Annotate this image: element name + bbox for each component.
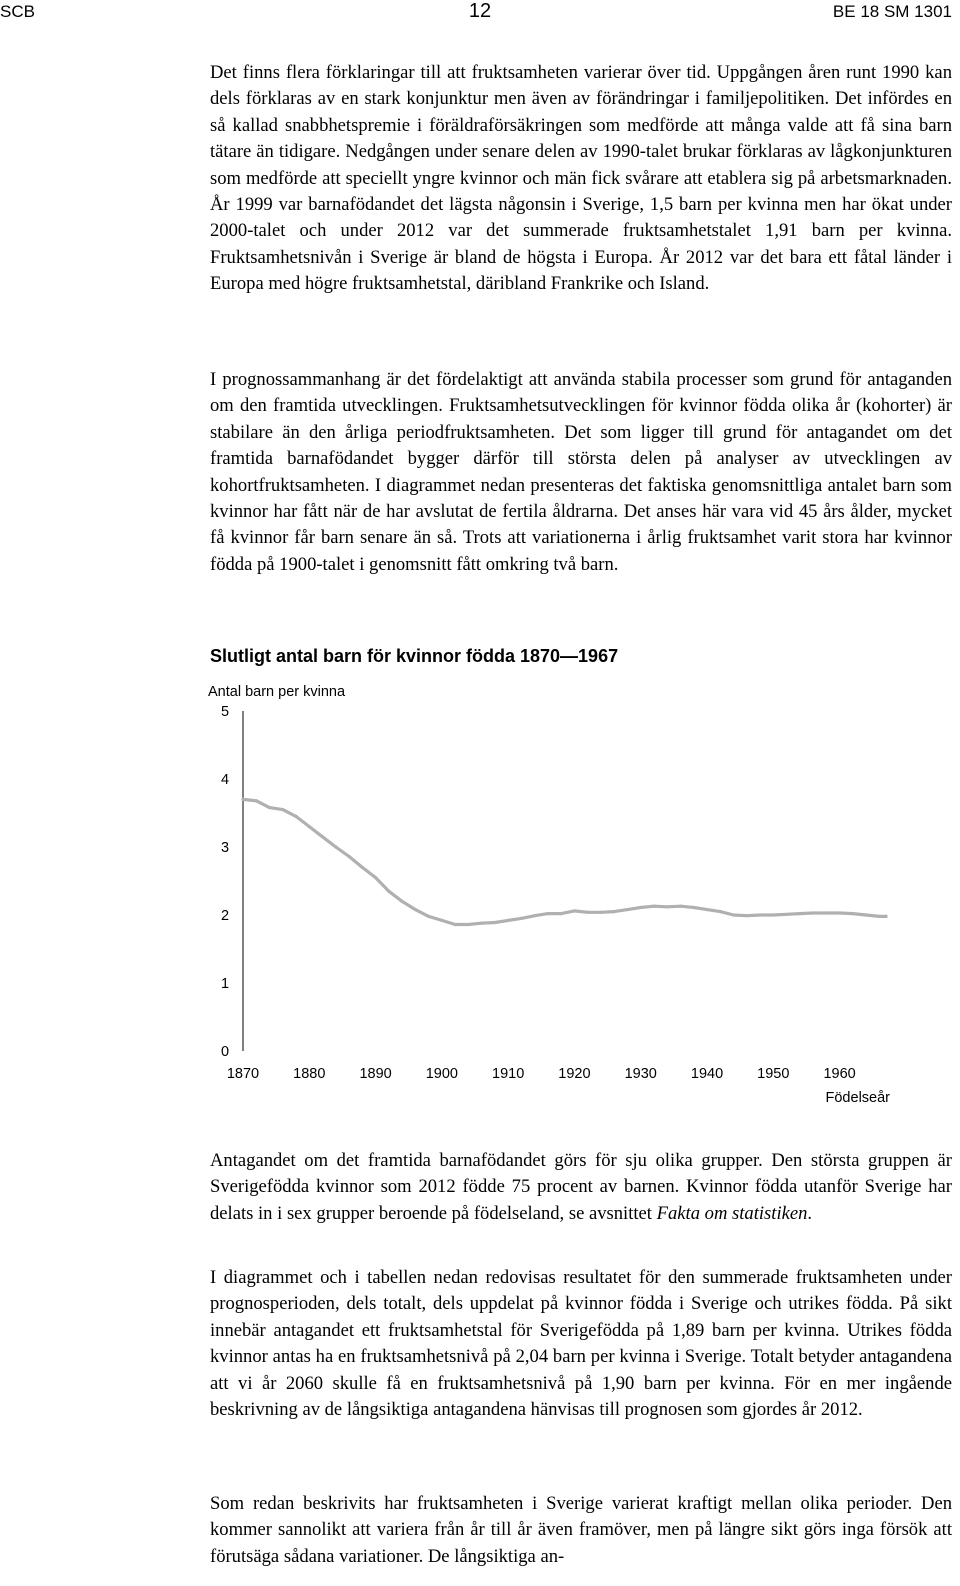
- x-tick-label: 1910: [492, 1066, 525, 1082]
- data-point: [440, 919, 443, 922]
- y-tick-label: 2: [221, 908, 230, 924]
- data-point: [719, 910, 722, 913]
- data-point: [798, 912, 801, 915]
- data-point: [374, 876, 377, 879]
- data-point: [507, 919, 510, 922]
- data-point: [811, 911, 814, 914]
- data-point: [626, 908, 629, 911]
- paragraph-variation: Som redan beskrivits har fruktsamheten i Sverige varierat kraftigt mellan olika perioder. Den kommer sannolikt att variera från år till år även framöver, men på längre sikt görs inga försök att förutsäga sådana variationer. De långsiktiga an-: [210, 1493, 952, 1567]
- data-point: [255, 799, 258, 802]
- data-point: [692, 906, 695, 909]
- data-point: [493, 921, 496, 924]
- data-point: [586, 911, 589, 914]
- x-tick-label: 1940: [690, 1066, 724, 1082]
- x-tick-label: 1950: [757, 1066, 790, 1082]
- y-tick-label: 0: [221, 1044, 230, 1060]
- data-point: [268, 806, 271, 809]
- data-point: [865, 913, 868, 916]
- x-tick-label: 1930: [624, 1066, 657, 1082]
- data-point: [772, 913, 775, 916]
- fakta-om-statistiken-reference: Fakta om statistiken: [656, 1202, 808, 1224]
- data-point: [308, 825, 311, 828]
- paragraph-text-end: .: [807, 1202, 813, 1224]
- data-point: [785, 913, 788, 916]
- x-axis-label: Födelseår: [825, 1090, 890, 1106]
- data-point: [347, 855, 350, 858]
- data-point: [427, 915, 430, 918]
- data-point: [884, 915, 887, 918]
- paragraph-fertility-explanations: Det finns flera förklaringar till att fruktsamheten varierar över tid. Uppgången åren runt 1990 kan dels förklaras av en stark konjunktur men även av förändringar i familjepolitiken. Det infördes en så kallad snabbhetspremie i föräldraförsäkringen som medförde att många valde att få sina barn tätare än tidigare. Nedgången under senare delen av 1990-talet brukar förklaras av lågkonjunkturen som medförde att speciellt yngre kvinnor och män fick svårare att etablera sig på arbetsmarknaden. År 1999 var barnafödandet det lägsta någonsin i Sverige, 1,5 barn per kvinna men har ökat under 2000-talet och under 2012 var det summerade fruktsamhetstalet 1,91 barn per kvinna. Fruktsamhetsnivån i Sverige är bland de högsta i Europa. År 2012 var det bara ett fåtal länder i Europa med högre fruktsamhetstal, däribland Frankrike och Island.: [210, 62, 952, 295]
- header-right-label: BE 18 SM 1301: [832, 2, 952, 21]
- data-point: [400, 900, 403, 903]
- x-tick-label: 1900: [425, 1066, 458, 1082]
- page-number: 12: [468, 0, 492, 22]
- data-point: [241, 798, 244, 801]
- y-tick-label: 3: [221, 840, 230, 856]
- data-point: [838, 911, 841, 914]
- data-point: [546, 912, 549, 915]
- data-point: [652, 905, 655, 908]
- x-tick-label: 1960: [823, 1066, 856, 1082]
- data-point: [639, 906, 642, 909]
- data-point: [480, 922, 483, 925]
- chart-title: Slutligt antal barn för kvinnor födda 1870—1967: [210, 646, 619, 666]
- paragraph-seven-groups: [210, 1148, 952, 1227]
- data-point: [679, 905, 682, 908]
- data-point: [520, 917, 523, 920]
- data-point: [666, 905, 669, 908]
- data-point: [599, 911, 602, 914]
- data-point: [361, 866, 364, 869]
- y-tick-label: 5: [221, 704, 230, 720]
- data-point: [387, 890, 390, 893]
- data-point: [467, 923, 470, 926]
- header-left-label: SCB: [0, 2, 35, 21]
- data-point: [281, 808, 284, 811]
- data-point: [851, 912, 854, 915]
- x-tick-label: 1880: [293, 1066, 326, 1082]
- paragraph-results: I diagrammet och i tabellen nedan redovisas resultatet för den summerade fruktsamheten under prognosperioden, dels totalt, dels uppdelat på kvinnor födda i Sverige och utrikes födda. På sikt innebär antagandet ett fruktsamhetstal för Sverigefödda på 1,89 barn per kvinna. Utrikes födda kvinnor antas ha en fruktsamhetsnivå på 2,04 barn per kvinna i Sverige. Totalt betyder antagandena att vi år 2060 skulle få en fruktsamhetsnivå på 1,90 barn per kvinna. För en mer ingående beskrivning av de långsiktiga antagandena hänvisas till prognosen som gjordes år 2012.: [210, 1267, 952, 1421]
- data-point: [758, 913, 761, 916]
- y-tick-label: 4: [221, 772, 230, 788]
- data-point: [705, 908, 708, 911]
- data-point: [560, 912, 563, 915]
- data-point: [573, 909, 576, 912]
- x-tick-label: 1890: [359, 1066, 392, 1082]
- data-point: [414, 908, 417, 911]
- data-point: [454, 923, 457, 926]
- x-tick-label: 1870: [226, 1066, 260, 1082]
- series-line: [243, 799, 886, 924]
- data-point: [533, 914, 536, 917]
- paragraph-cohort-fertility: I prognossammanhang är det fördelaktigt att använda stabila processer som grund för antaganden om den framtida utvecklingen. Fruktsamhetsutvecklingen för kvinnor födda olika år (kohorter) är stabilare än den årliga periodfruktsamheten. Det som ligger till grund för antagandet om det framtida barnafödandet bygger därför till största delen på analyser av utvecklingen av kohortfruktsamheten. I diagrammet nedan presenteras det faktiska genomsnittliga antalet barn som kvinnor har fått när de har avslutat de fertila åldrarna. Det anses här vara vid 45 års ålder, mycket få kvinnor får barn senare än så. Trots att variationerna i årlig fruktsamhet varit stora har kvinnor födda på 1900-talet i genomsnitt fått omkring två barn.: [210, 369, 952, 575]
- cohort-fertility-chart: [200, 678, 900, 1118]
- data-point: [294, 815, 297, 818]
- data-point: [878, 915, 881, 918]
- data-point: [334, 845, 337, 848]
- data-point: [321, 835, 324, 838]
- x-tick-label: 1920: [558, 1066, 591, 1082]
- data-point: [825, 911, 828, 914]
- data-point: [745, 914, 748, 917]
- y-axis-label: Antal barn per kvinna: [208, 684, 346, 700]
- data-point: [613, 910, 616, 913]
- data-point: [732, 913, 735, 916]
- paragraph-text: Antagandet om det framtida barnafödandet görs för sju olika grupper. Den största gruppen är Sverigefödda kvinnor som 2012 födde 75 procent av barnen. Kvinnor födda utanför Sverige har delats in i sex grupper beroende på födelseland, se avsnittet: [210, 1150, 952, 1224]
- y-tick-label: 1: [221, 976, 230, 992]
